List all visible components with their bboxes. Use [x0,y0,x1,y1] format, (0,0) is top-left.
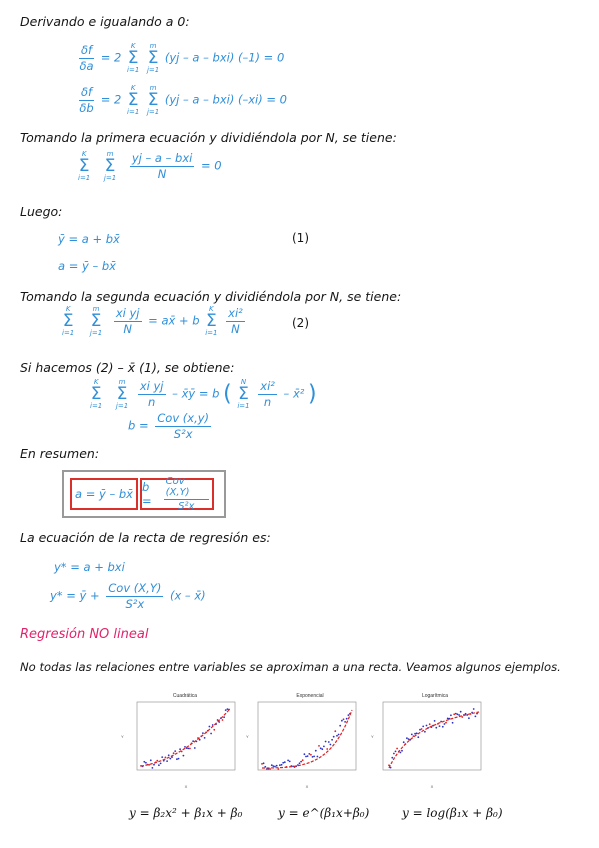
plot-point [330,744,332,746]
sum-bottom: j=1 [146,108,160,116]
summary-a-box [70,478,138,510]
sum-top: m [92,305,100,313]
plot-title: Exponencial [296,693,324,699]
plot-point [406,737,408,739]
summary-a: a = ȳ – bx̄ [75,487,133,501]
sum-top: m [118,378,126,386]
b-equation [128,412,214,440]
sigma-icon: Σ [104,156,116,176]
sum-bottom: i=1 [127,66,140,74]
plot-point [300,761,302,763]
plot-point [222,719,224,721]
recta-eq2-tail: (x – x̄) [169,588,206,603]
close-paren: ) [308,381,317,407]
plot-point [305,756,307,758]
plot-point [263,762,265,764]
plot-point [343,718,345,720]
plot-frame [258,702,356,770]
plot-logaritmica-svg [371,690,487,796]
plot-point [450,714,452,716]
sigma-icon: Σ [90,384,102,404]
sum-top: m [106,150,114,158]
plot-point [184,746,186,748]
plot-point [424,731,426,733]
plot-point [174,750,176,752]
plot-point [289,761,291,763]
step2-den2: N [231,321,240,336]
step1-text: Tomando la primera ecuación y dividiéndola por N, se tiene: [20,130,397,145]
plot-point [403,741,405,743]
summary-b-den: S²x [178,501,195,512]
eq-df-da-rhs: (yj – a – bxi) (–1) = 0 [164,50,285,65]
plot-title: Logarítmica [421,693,449,699]
plot-point [160,763,162,765]
plot-point [455,713,457,715]
plot-point [442,726,444,728]
plot-point [261,763,263,765]
plot-point [179,748,181,750]
plot-point [429,723,431,725]
step2-num: xi yj [115,305,140,320]
plot-point [143,761,145,763]
nolineal-title: Regresión NO lineal [20,627,149,642]
plot-point [310,754,312,756]
plot-point [457,713,459,715]
open-paren: ( [223,381,232,407]
eq1-label: (1) [292,231,309,245]
plot-point [346,718,348,720]
eq-df-db-prefix: = 2 [100,92,122,107]
plot-ylabel: Y [121,734,124,739]
sigma-icon: Σ [127,48,139,68]
step1-den: N [157,166,167,181]
plot-xlabel: X [184,784,188,789]
step1-rhs: = 0 [200,158,222,173]
plot-point [393,753,395,755]
plot-point [274,766,276,768]
eq1b: a = ȳ – bx̄ [58,259,116,273]
plot-point [315,750,317,752]
step3-tail: – x̄² [283,386,305,401]
plot-point [447,718,449,720]
plot-point [411,734,413,736]
step3-num2: xi² [260,378,275,393]
plot-point [307,755,309,757]
formula-exponencial: y = e^(β₁x+β₀) [278,806,370,820]
sum-top: m [149,84,157,92]
sum-bottom: i=1 [90,402,103,410]
plot-frame [137,702,235,770]
plot-point [317,756,319,758]
plot-point [323,746,325,748]
plot-point [299,762,301,764]
plot-cuadratica-svg [121,690,237,796]
plot-point [168,754,170,756]
plot-point [304,753,306,755]
plot-frame [383,702,481,770]
sigma-icon: Σ [62,311,74,331]
plot-point [434,720,436,722]
eq-df-db-num: δf [81,84,93,99]
sigma-icon: Σ [90,311,102,331]
eq-df-da-num: δf [81,42,93,57]
plot-point [202,732,204,734]
plot-point [212,724,214,726]
plot-point [194,747,196,749]
step2-mid: = ax̄ + b [148,313,200,328]
eq-df-da-prefix: = 2 [100,50,122,65]
plot-point [395,751,397,753]
eq2-label: (2) [292,316,309,330]
plot-point [344,721,346,723]
plot-point [460,711,462,713]
step2-num2: xi² [228,305,243,320]
sigma-icon: Σ [78,156,90,176]
plot-point [281,764,283,766]
step2-equation [60,305,248,337]
eq-df-db-rhs: (yj – a – bxi) (–xi) = 0 [164,92,287,107]
eq1a: ȳ = a + bx̄ [58,232,120,246]
plot-point [422,726,424,728]
plot-point [458,714,460,716]
sum-top: K [93,378,99,386]
plot-point [273,765,275,767]
plot-point [439,725,441,727]
step1-equation [76,150,222,182]
plot-point [448,718,450,720]
summary-b-lhs: b = [142,480,152,508]
plot-point [400,752,402,754]
sigma-icon: Σ [127,90,139,110]
plot-point [419,729,421,731]
plot-point [452,722,454,724]
plot-point [279,764,281,766]
sum-top: K [209,305,214,313]
step3-mid: – x̄ȳ = b [172,386,220,401]
plot-point [473,708,475,710]
plot-point [325,741,327,743]
plot-point [145,762,147,764]
sigma-icon: Σ [238,384,249,404]
plot-ylabel: Y [246,734,249,739]
plot-point [308,753,310,755]
sum-bottom: j=1 [103,174,117,182]
plot-point [158,764,160,766]
recta-text: La ecuación de la recta de regresión es: [20,530,271,545]
sum-top: K [130,42,136,50]
formula-cuadratica: y = β₂x² + β₁x + β₀ [129,806,243,820]
plot-exponencial-svg [246,690,362,796]
step2-text: Tomando la segunda ecuación y dividiéndola por N, se tiene: [20,289,402,304]
plot-ylabel: Y [371,734,374,739]
plot-point [223,716,225,718]
plot-point [165,757,167,759]
plot-point [227,708,229,710]
plot-point [287,760,289,762]
plot-point [313,756,315,758]
plot-point [391,757,393,759]
plot-point [331,739,333,741]
plot-point [204,737,206,739]
plot-point [271,764,273,766]
plot-exponencial [246,690,362,796]
plot-point [333,736,335,738]
b-eq-lhs: b = [128,418,149,433]
plot-point [339,725,341,727]
plot-point [183,755,185,757]
plot-point [453,713,455,715]
plot-point [166,760,168,762]
sum-top: N [240,378,247,386]
plot-xlabel: X [305,784,309,789]
recta-eq1: y* = a + bxi [54,560,125,574]
plot-point [426,725,428,727]
nolineal-text: No todas las relaciones entre variables se aproximan a una recta. Veamos algunos ejemplos. [20,660,561,674]
sum-bottom: j=1 [146,66,160,74]
plot-point [169,758,171,760]
plot-point [417,736,419,738]
b-eq-den: S²x [173,426,193,441]
plot-point [178,758,180,760]
step1-num: yj – a – bxi [131,150,193,165]
plot-logaritmica [371,690,487,796]
plot-point [210,733,212,735]
recta-eq2-den: S²x [125,596,145,611]
sum-top: m [149,42,157,50]
intro-text: Derivando e igualando a 0: [20,14,190,29]
plot-point [161,756,163,758]
step2-den: N [123,321,132,336]
plot-point [189,748,191,750]
sigma-icon: Σ [205,311,217,331]
step3-den: n [148,394,156,409]
plot-point [277,768,279,770]
plot-point [421,728,423,730]
plot-point [414,733,416,735]
sum-bottom: i=1 [205,329,218,337]
sum-bottom: i=1 [62,329,75,337]
plot-point [276,765,278,767]
plot-point [468,717,470,719]
sum-top: K [130,84,136,92]
plot-title: Cuadrática [172,693,198,699]
step3-den2: n [263,394,272,409]
plot-point [150,759,152,761]
sigma-icon: Σ [116,384,128,404]
plot-point [312,756,314,758]
plot-point [199,739,201,741]
plot-point [334,730,336,732]
formula-logaritmica: y = log(β₁x + β₀) [402,806,503,820]
step3-num: xi yj [139,378,164,393]
sum-top: K [65,305,71,313]
plot-point [321,748,323,750]
plot-point [148,764,150,766]
recta-eq2 [50,582,206,610]
luego-text: Luego: [20,204,63,219]
plot-point [401,750,403,752]
eq-df-da-den: δa [79,58,94,73]
plot-xlabel: X [430,784,434,789]
b-eq-num: Cov (x,y) [157,411,210,425]
sum-bottom: i=1 [127,108,140,116]
sum-bottom: i=1 [237,402,250,410]
eq-df-db-den: δb [79,100,94,115]
plot-point [444,723,446,725]
plot-point [209,726,211,728]
plot-point [225,709,227,711]
step3-text: Si hacemos (2) – x̄ (1), se obtiene: [20,360,235,375]
sigma-icon: Σ [147,90,159,110]
plot-cuadratica [121,690,237,796]
plot-point [408,738,410,740]
plot-point [173,752,175,754]
step3-equation [88,378,317,410]
plot-point [341,720,343,722]
plot-point [396,748,398,750]
plot-point [435,727,437,729]
plot-point [153,764,155,766]
sum-bottom: j=1 [115,402,129,410]
plot-point [176,758,178,760]
plot-point [326,748,328,750]
plot-point [318,745,320,747]
plot-point [284,761,286,763]
sigma-icon: Σ [147,48,159,68]
recta-eq2-lhs: y* = ȳ + [50,588,100,603]
plot-point [302,759,304,761]
plot-point [475,716,477,718]
plot-point [338,734,340,736]
eq-df-db [76,84,287,116]
eq-df-da [76,42,284,74]
plot-point [416,732,418,734]
plot-point [336,735,338,737]
sum-bottom: j=1 [89,329,103,337]
summary-b-num: Cov (X,Y) [164,476,209,500]
recta-eq2-num: Cov (X,Y) [108,581,162,595]
summary-box [62,470,226,518]
plot-point [152,767,154,769]
plot-point [348,714,350,716]
plot-point [282,762,284,764]
plot-point [320,747,322,749]
sum-bottom: i=1 [78,174,91,182]
plot-point [445,722,447,724]
resumen-text: En resumen: [20,446,100,461]
sum-top: K [81,150,87,158]
plot-point [328,741,330,743]
plot-point [156,760,158,762]
plot-point [187,748,189,750]
plot-point [213,729,215,731]
summary-b-box [140,478,214,510]
